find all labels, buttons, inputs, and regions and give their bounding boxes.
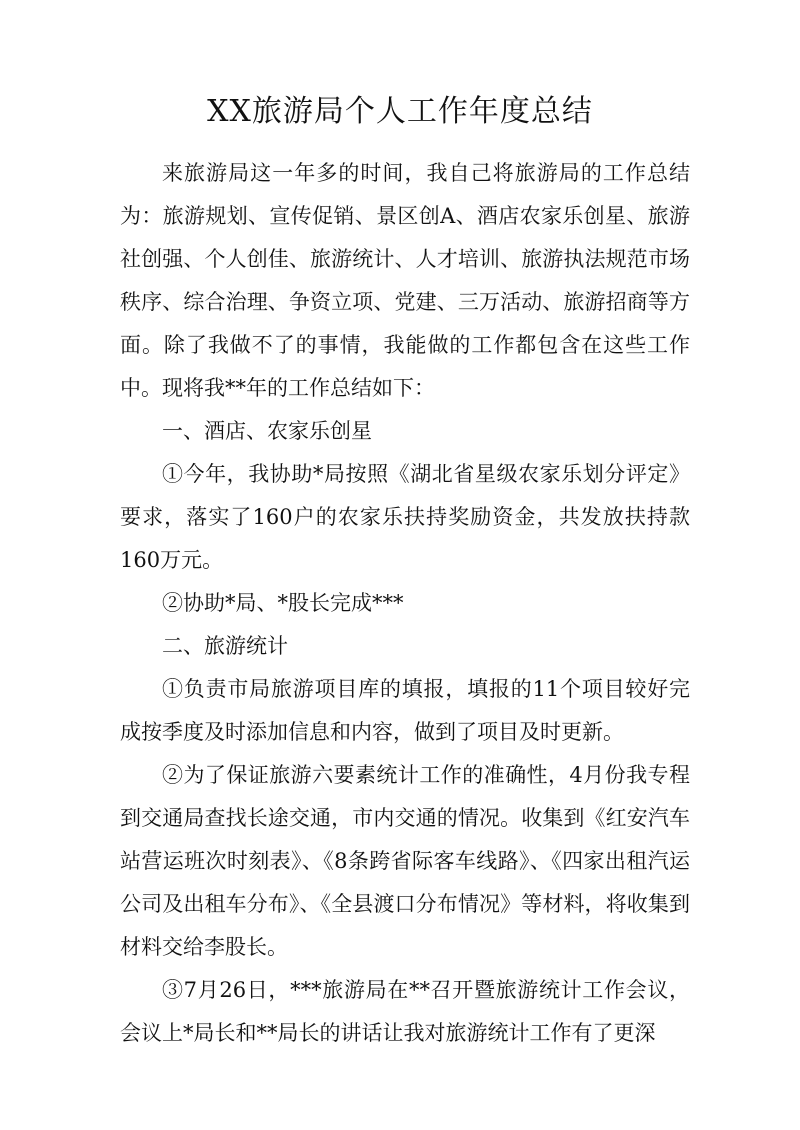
paragraph-item: ③7月26日，***旅游局在**召开暨旅游统计工作会议，会议上*局长和**局长的讲话让我对旅游统计工作有了更深 — [120, 978, 690, 1045]
paragraph-item: ①今年，我协助*局按照《湖北省星级农家乐划分评定》要求，落实了160户的农家乐扶持奖励资金，共发放扶持款160万元。 — [120, 462, 690, 572]
section-heading-hotel-farmstay: 一、酒店、农家乐创星 — [162, 419, 372, 443]
paragraph-item: ②为了保证旅游六要素统计工作的准确性，4月份我专程到交通局查找长途交通，市内交通的情况。收集到《红安汽车站营运班次时刻表》、《8条跨省际客车线路》、《四家出租汽运公司及出租车分布》、《全县渡口分布情况》等材料，将收集到材料交给李股长。 — [120, 763, 690, 959]
document-title: XX旅游局个人工作年度总结 — [207, 94, 593, 129]
section-heading-tourism-statistics: 二、旅游统计 — [162, 634, 288, 658]
paragraph-intro: 来旅游局这一年多的时间，我自己将旅游局的工作总结为：旅游规划、宣传促销、景区创A、酒店农家乐创星、旅游社创强、个人创佳、旅游统计、人才培训、旅游执法规范市场秩序、综合治理、争资立项、党建、三万活动、旅游招商等方面。除了我做不了的事情，我能做的工作都包含在这些工作中。现将我**年的工作总结如下： — [120, 161, 690, 400]
paragraph-item: ①负责市局旅游项目库的填报，填报的11个项目较好完成按季度及时添加信息和内容，做到了项目及时更新。 — [120, 677, 690, 744]
document-body — [120, 152, 690, 1055]
paragraph-item: ②协助*局、*股长完成*** — [162, 591, 404, 615]
